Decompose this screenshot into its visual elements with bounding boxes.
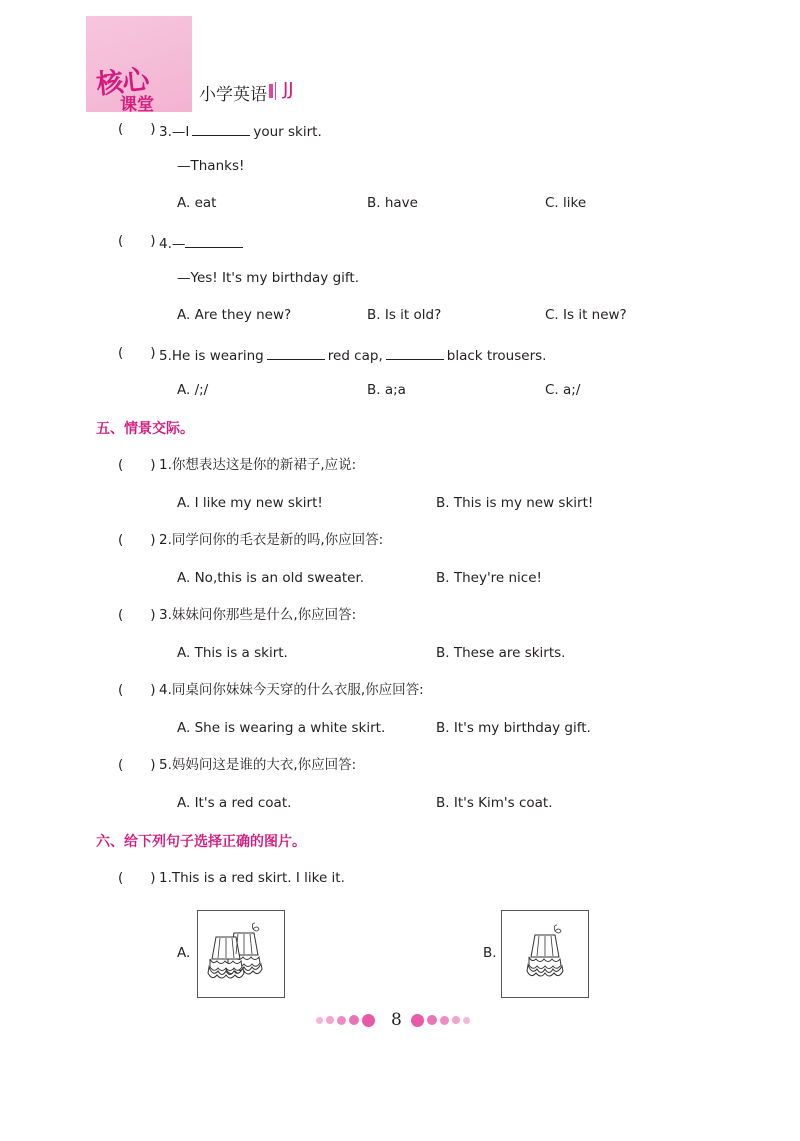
section-title: 六、给下列句子选择正确的图片。	[96, 834, 306, 850]
option-b[interactable]: B. This is my new skirt!	[436, 495, 594, 511]
answer-paren[interactable]: ( )	[118, 757, 156, 773]
option-a[interactable]: A. This is a skirt.	[177, 645, 288, 661]
option-c[interactable]: C. Is it new?	[545, 307, 627, 323]
question-text: 3.妹妹问你那些是什么,你应回答:	[159, 607, 357, 623]
answer-paren[interactable]: ( )	[118, 532, 156, 548]
option-b[interactable]: B. It's my birthday gift.	[436, 720, 591, 736]
dot-icon	[427, 1015, 437, 1025]
footer-dots-left	[316, 1012, 375, 1028]
option-b-image[interactable]	[501, 910, 589, 998]
option-a[interactable]: A. She is wearing a white skirt.	[177, 720, 386, 736]
skirts-pair-icon	[198, 911, 284, 997]
header-separator-line	[275, 82, 276, 100]
option-a-image[interactable]	[197, 910, 285, 998]
question-text: 5.He is wearing red cap, black trousers.	[159, 348, 547, 364]
logo-title: 核心	[94, 64, 150, 101]
question-text: 4.—	[159, 235, 246, 252]
dot-icon	[316, 1017, 323, 1024]
option-c[interactable]: C. a;/	[545, 382, 581, 398]
question-text: 3.—I your skirt.	[159, 124, 322, 140]
answer-paren[interactable]: ( )	[118, 607, 156, 623]
question-text: 5.妈妈问这是谁的大衣,你应回答:	[159, 757, 357, 773]
answer-blank[interactable]	[386, 347, 444, 360]
dot-icon	[349, 1015, 359, 1025]
dot-icon	[411, 1014, 424, 1027]
option-b[interactable]: B. They're nice!	[436, 570, 542, 586]
question-text: 1.This is a red skirt. I like it.	[159, 870, 345, 886]
section-title: 五、情景交际。	[96, 421, 194, 437]
answer-blank[interactable]	[192, 123, 250, 136]
answer-paren[interactable]: ( )	[118, 121, 156, 137]
edition-label: JJ	[283, 79, 294, 100]
dot-icon	[362, 1014, 375, 1027]
option-a[interactable]: A. Are they new?	[177, 307, 292, 323]
question-text: 2.同学问你的毛衣是新的吗,你应回答:	[159, 532, 384, 548]
option-b[interactable]: B. have	[367, 195, 418, 211]
dot-icon	[326, 1016, 334, 1024]
option-a[interactable]: A. No,this is an old sweater.	[177, 570, 365, 586]
answer-paren[interactable]: ( )	[118, 457, 156, 473]
dot-icon	[337, 1016, 346, 1025]
page-number: 8	[391, 1010, 402, 1030]
option-b[interactable]: B. These are skirts.	[436, 645, 566, 661]
option-a-label: A.	[177, 945, 191, 961]
answer-paren[interactable]: ( )	[118, 345, 156, 361]
option-c[interactable]: C. like	[545, 195, 587, 211]
footer-dots-right	[411, 1012, 470, 1028]
option-a[interactable]: A. I like my new skirt!	[177, 495, 323, 511]
skirt-icon	[502, 911, 588, 997]
answer-paren[interactable]: ( )	[118, 233, 156, 249]
answer-paren[interactable]: ( )	[118, 870, 156, 886]
question-reply: —Thanks!	[177, 158, 245, 174]
option-a[interactable]: A. It's a red coat.	[177, 795, 292, 811]
option-b[interactable]: B. Is it old?	[367, 307, 442, 323]
answer-blank[interactable]	[185, 235, 243, 248]
option-a[interactable]: A. /;/	[177, 382, 209, 398]
answer-paren[interactable]: ( )	[118, 682, 156, 698]
dot-icon	[452, 1016, 460, 1024]
dot-icon	[440, 1016, 449, 1025]
option-b-label: B.	[483, 945, 497, 961]
option-a[interactable]: A. eat	[177, 195, 217, 211]
option-b[interactable]: B. It's Kim's coat.	[436, 795, 553, 811]
question-reply: —Yes! It's my birthday gift.	[177, 270, 359, 286]
dot-icon	[463, 1017, 470, 1024]
option-b[interactable]: B. a;a	[367, 382, 406, 398]
question-text: 4.同桌问你妹妹今天穿的什么衣服,你应回答:	[159, 682, 424, 698]
logo-subtitle: 课堂	[120, 95, 154, 115]
answer-blank[interactable]	[267, 347, 325, 360]
header-separator	[269, 84, 273, 98]
question-text: 1.你想表达这是你的新裙子,应说:	[159, 457, 357, 473]
subject-label: 小学英语	[199, 85, 267, 105]
